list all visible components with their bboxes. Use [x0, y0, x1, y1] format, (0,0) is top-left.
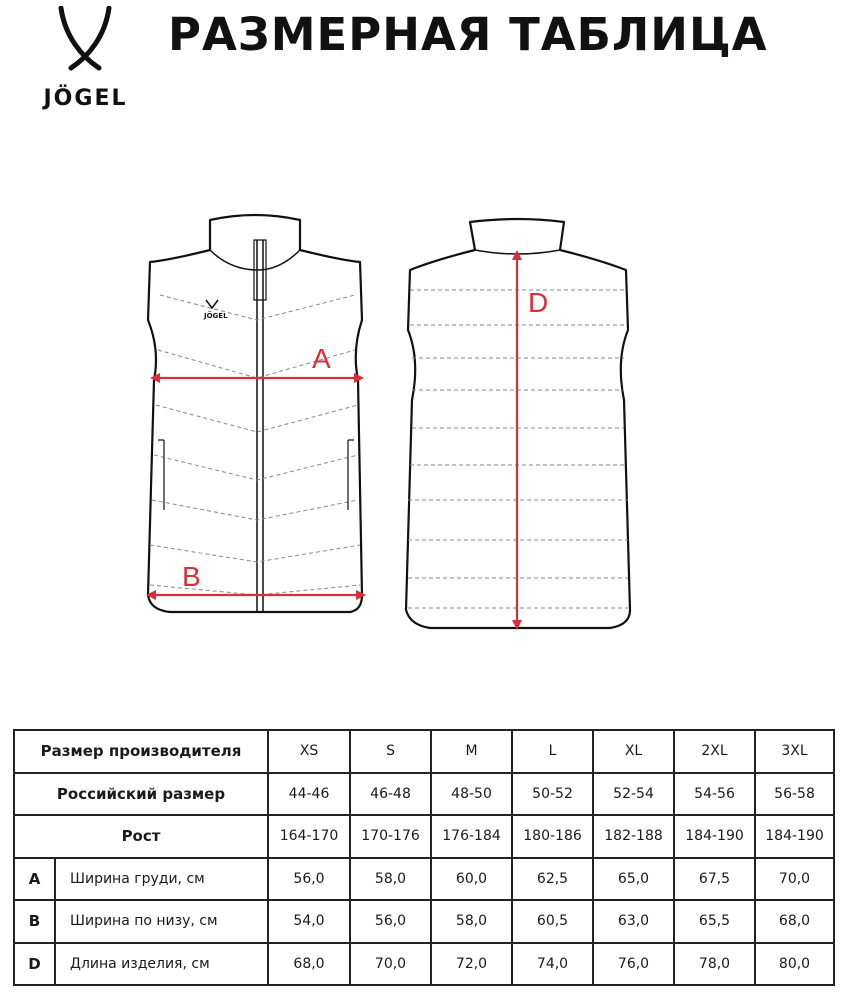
- manufacturer-size-label: Размер производителя: [14, 730, 268, 773]
- front-pockets: [158, 440, 354, 510]
- page-title: РАЗМЕРНАЯ ТАБЛИЦА: [168, 8, 768, 61]
- table-cell: 72,0: [431, 943, 512, 986]
- table-cell: 182-188: [593, 815, 674, 858]
- measure-b-label: B: [182, 561, 201, 592]
- table-row-russian: [14, 773, 834, 816]
- table-cell: 58,0: [350, 858, 431, 901]
- measure-code: B: [14, 900, 55, 943]
- table-cell: 62,5: [512, 858, 593, 901]
- table-cell: 63,0: [593, 900, 674, 943]
- table-cell: 2XL: [674, 730, 755, 773]
- table-cell: 76,0: [593, 943, 674, 986]
- table-cell: 50-52: [512, 773, 593, 816]
- table-cell: 54,0: [268, 900, 350, 943]
- table-cell: 56,0: [350, 900, 431, 943]
- table-cell: 60,5: [512, 900, 593, 943]
- front-quilting: [150, 295, 360, 595]
- table-cell: 67,5: [674, 858, 755, 901]
- table-cell: XS: [268, 730, 350, 773]
- table-cell: L: [512, 730, 593, 773]
- table-cell: 68,0: [268, 943, 350, 986]
- table-cell: 48-50: [431, 773, 512, 816]
- vest-front-view: [148, 215, 362, 612]
- table-cell: 65,0: [593, 858, 674, 901]
- table-row-height: [14, 815, 834, 858]
- table-cell: 65,5: [674, 900, 755, 943]
- table-cell: 180-186: [512, 815, 593, 858]
- table-cell: 184-190: [674, 815, 755, 858]
- table-row-manufacturer: [14, 730, 834, 773]
- table-cell: XL: [593, 730, 674, 773]
- table-cell: 176-184: [431, 815, 512, 858]
- brand-name: JÖGEL: [43, 86, 128, 111]
- table-cell: 70,0: [350, 943, 431, 986]
- front-logo-text: JÖGEL: [204, 312, 228, 320]
- table-cell: 52-54: [593, 773, 674, 816]
- table-cell: 60,0: [431, 858, 512, 901]
- table-cell: 3XL: [755, 730, 834, 773]
- table-cell: 56-58: [755, 773, 834, 816]
- table-row-chest: [14, 858, 834, 901]
- measure-label: Длина изделия, см: [55, 943, 268, 986]
- measure-d-line: [512, 250, 522, 630]
- vest-diagram: [130, 200, 650, 650]
- height-label: Рост: [14, 815, 268, 858]
- measure-label: Ширина по низу, см: [55, 900, 268, 943]
- table-cell: 44-46: [268, 773, 350, 816]
- table-cell: M: [431, 730, 512, 773]
- measure-d-label: D: [528, 287, 549, 318]
- measure-a-label: A: [312, 343, 331, 374]
- front-logo-icon: [206, 300, 218, 308]
- table-cell: 46-48: [350, 773, 431, 816]
- table-cell: 80,0: [755, 943, 834, 986]
- table-cell: 170-176: [350, 815, 431, 858]
- table-cell: 68,0: [755, 900, 834, 943]
- table-cell: 56,0: [268, 858, 350, 901]
- jogel-emblem-icon: [55, 6, 115, 82]
- table-cell: 74,0: [512, 943, 593, 986]
- russian-size-label: Российский размер: [14, 773, 268, 816]
- table-cell: 54-56: [674, 773, 755, 816]
- table-cell: 58,0: [431, 900, 512, 943]
- brand-logo: [28, 6, 143, 114]
- table-cell: 70,0: [755, 858, 834, 901]
- table-row-hem: [14, 900, 834, 943]
- table-cell: 184-190: [755, 815, 834, 858]
- table-cell: S: [350, 730, 431, 773]
- measure-b-line: [146, 590, 366, 600]
- table-cell: 164-170: [268, 815, 350, 858]
- table-row-length: [14, 943, 834, 986]
- measure-code: D: [14, 943, 55, 986]
- measure-code: A: [14, 858, 55, 901]
- table-cell: 78,0: [674, 943, 755, 986]
- size-table: [13, 729, 835, 986]
- measure-label: Ширина груди, см: [55, 858, 268, 901]
